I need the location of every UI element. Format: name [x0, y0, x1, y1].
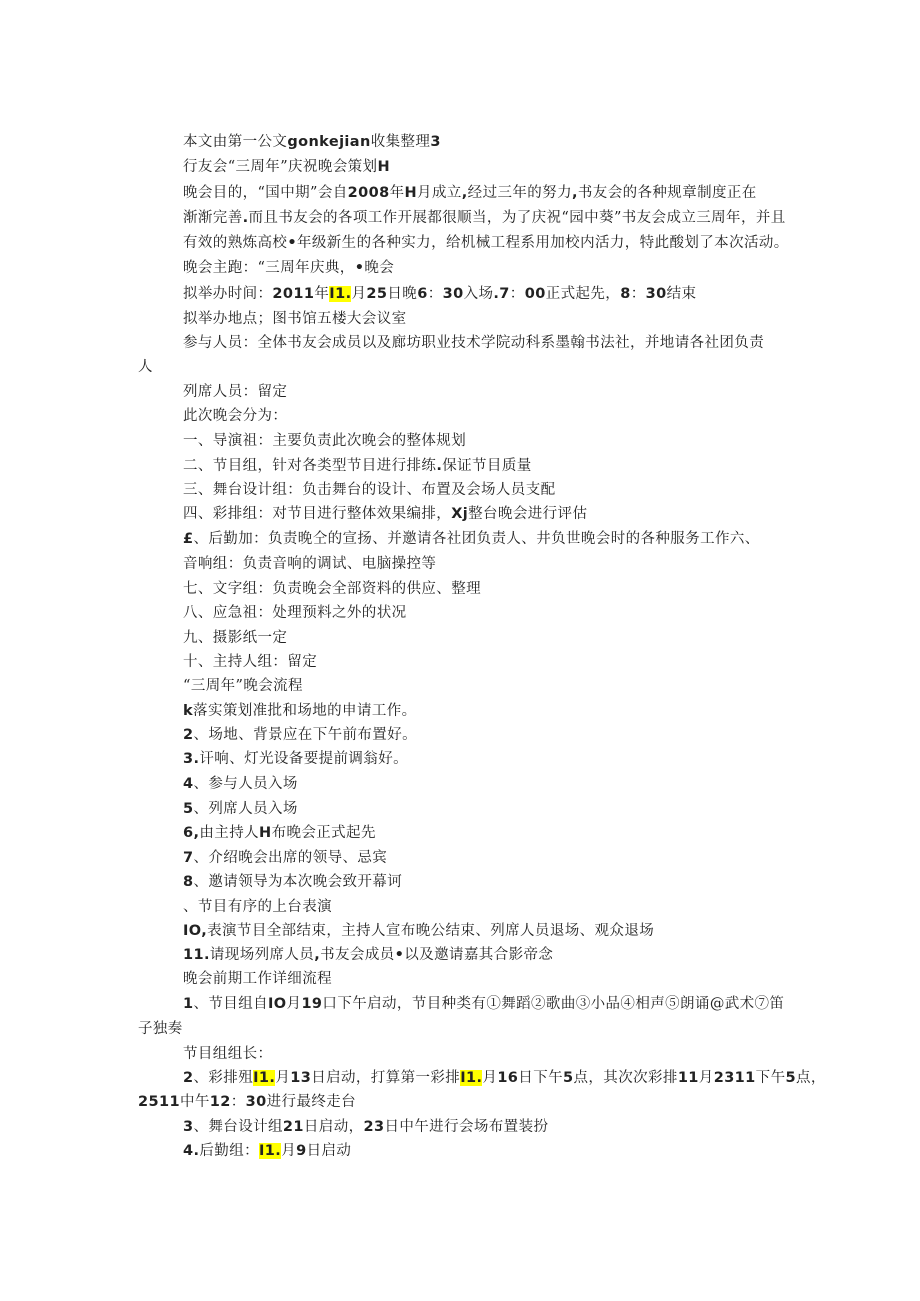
latin-text: 2511: [138, 1094, 180, 1110]
latin-text: Xj: [451, 506, 469, 522]
highlighted-text: I1.: [460, 1070, 483, 1086]
latin-text: 12: [209, 1094, 231, 1110]
latin-text: IO,: [183, 923, 208, 939]
latin-text: •: [394, 947, 405, 963]
latin-text: 4.: [183, 1143, 200, 1159]
latin-text: 30: [442, 286, 464, 302]
doc-line: 4.后勤组：I1.月9日启动: [183, 1143, 352, 1159]
doc-line: 5、列席人员入场: [183, 801, 298, 817]
latin-text: 13: [290, 1070, 312, 1086]
latin-text: 19: [301, 996, 323, 1012]
doc-line: 晚会主跑：“三周年庆典，•晚会: [183, 260, 395, 276]
latin-text: 8: [183, 874, 194, 890]
latin-text: 3.: [183, 751, 200, 767]
latin-text: 5: [563, 1070, 574, 1086]
latin-text: 30: [245, 1094, 267, 1110]
doc-line: 2511中午12：30进行最终走台: [138, 1094, 357, 1110]
latin-text: ,: [461, 185, 468, 201]
latin-text: 2311: [713, 1070, 756, 1086]
latin-text: 11.: [183, 947, 210, 963]
doc-line: 三、舞台设计组：负击舞台的设计、布置及会场人员支配: [183, 482, 556, 498]
latin-text: 3: [430, 134, 441, 150]
latin-text: 5: [785, 1070, 796, 1086]
doc-line: 8、邀请领导为本次晚会致开幕诃: [183, 874, 403, 890]
latin-text: 9: [296, 1143, 307, 1159]
doc-line: 本文由第一公文gonkejian收集整理3: [183, 134, 441, 150]
doc-line: 参与人员：全体书友会成员以及廊坊职业技术学院动科系墨翰书法社，并地请各社团负责: [183, 335, 765, 351]
doc-line: 7、介绍晚会出席的领导、忌宾: [183, 850, 388, 866]
latin-text: 8: [620, 286, 631, 302]
latin-text: .: [242, 210, 249, 226]
latin-text: 16: [497, 1070, 519, 1086]
latin-text: H: [377, 159, 390, 175]
doc-line: 八、应急祖：处理预料之外的状况: [183, 605, 407, 621]
doc-line: 四、彩排组：对节目进行整体效果编排，Xj整台晚会进行评估: [183, 506, 588, 522]
latin-text: IO: [268, 996, 287, 1012]
latin-text: •: [354, 260, 365, 276]
highlighted-text: I1.: [259, 1143, 282, 1159]
latin-text: .: [436, 458, 443, 474]
doc-line: £、后勤加：负责晚仝的宣扬、并邀请各社团负责人、井负世晚会时的各种服务工作六、: [183, 531, 760, 547]
latin-text: .7: [493, 286, 510, 302]
latin-text: 11: [677, 1070, 699, 1086]
doc-line: k落实策划准批和场地的申请工作。: [183, 703, 417, 719]
latin-text: gonkejian: [287, 134, 371, 150]
doc-line: 拟举办地点；图书馆五楼大会议室: [183, 311, 407, 327]
doc-line: 此次晚会分为：: [183, 408, 288, 424]
latin-text: •: [287, 235, 297, 251]
doc-line: 2、彩排殂I1.月13日启动，打算第一彩排I1.月16日下午5点，其次次彩排11月2311下午5点，: [183, 1070, 826, 1086]
highlighted-text: I1.: [253, 1070, 276, 1086]
latin-text: 4: [183, 776, 194, 792]
latin-text: 5: [183, 801, 194, 817]
latin-text: 2: [183, 727, 194, 743]
latin-text: 23: [363, 1119, 385, 1135]
doc-line: IO,表演节目全部结束，主持人宣布晚公结束、列席人员退场、观众退场: [183, 923, 655, 939]
doc-line: 节目组组长：: [183, 1046, 273, 1062]
doc-line: 晚会前期工作详细流程: [183, 971, 332, 987]
latin-text: H: [404, 185, 418, 201]
doc-line: 七、文字组：负责晚会全部资料的供应、整理: [183, 581, 481, 597]
doc-line: 6,由主持人H布晚会正式起先: [183, 825, 376, 841]
latin-text: 3: [183, 1119, 194, 1135]
doc-line: 十、主持人组：留定: [183, 654, 318, 670]
doc-line: 二、节目组，针对各类型节目进行排练.保证节目质量: [183, 458, 532, 474]
latin-text: 2011: [272, 286, 315, 302]
latin-text: k: [183, 703, 194, 719]
doc-line: “三周年”晚会流程: [183, 678, 303, 694]
doc-line: 晚会目的，“国中期”会自2008年H月成立,经过三年的努力,书友会的各种规章制度正在: [183, 185, 757, 201]
doc-line: 1、节目组自IO月19口下午启动，节目种类有①舞蹈②歌曲③小品④相声⑤朗诵@武术⑦笛: [183, 996, 785, 1012]
highlighted-text: I1.: [329, 286, 352, 302]
latin-text: £: [183, 531, 194, 547]
doc-line: 拟举办时间：2011年I1.月25日晚6：30入场.7：00正式起先，8：30结束: [183, 286, 697, 302]
doc-line: 渐渐完善.而且书友会的各项工作开展都很顺当，为了庆祝“园中葵”书友会成立三周年，并且: [183, 210, 786, 226]
latin-text: 1: [183, 996, 194, 1012]
doc-title: 行友会“三周年”庆祝晚会策划H: [183, 159, 390, 175]
latin-text: 2: [183, 1070, 194, 1086]
latin-text: ,: [571, 185, 578, 201]
doc-line: 一、导演祖：主要负责此次晚会的整体规划: [183, 433, 467, 449]
doc-line: 4、参与人员入场: [183, 776, 298, 792]
latin-text: 21: [282, 1119, 304, 1135]
doc-line: 九、摄影纸一定: [183, 630, 288, 646]
doc-line: 11.请现场列席人员,书友会成员•以及邀请嘉其合影帝念: [183, 947, 554, 963]
latin-text: 2008: [347, 185, 390, 201]
latin-text: 25: [366, 286, 388, 302]
latin-text: 30: [645, 286, 667, 302]
doc-line: 3.讦响、灯光设备要提前调翁好。: [183, 751, 409, 767]
latin-text: 00: [524, 286, 546, 302]
doc-line: 有效的熟炼高校•年级新生的各种实力，给机械工程系用加校内活力，特此酸划了本次活动。: [183, 235, 789, 251]
doc-line: 2、场地、背景应在下午前布置好。: [183, 727, 417, 743]
latin-text: ,: [314, 947, 321, 963]
doc-line: 音响组：负责音响的调试、电脑操控等: [183, 556, 437, 572]
doc-line: 人: [138, 359, 153, 375]
latin-text: 6: [417, 286, 428, 302]
latin-text: 7: [183, 850, 194, 866]
doc-line: 3、舞台设计组21日启动，23日中午进行会场布置装扮: [183, 1119, 549, 1135]
doc-line: 子独奏: [138, 1021, 183, 1037]
latin-text: 6,: [183, 825, 200, 841]
doc-line: 、节目有序的上台表演: [183, 899, 332, 915]
doc-line: 列席人员：留定: [183, 384, 288, 400]
latin-text: H: [259, 825, 272, 841]
